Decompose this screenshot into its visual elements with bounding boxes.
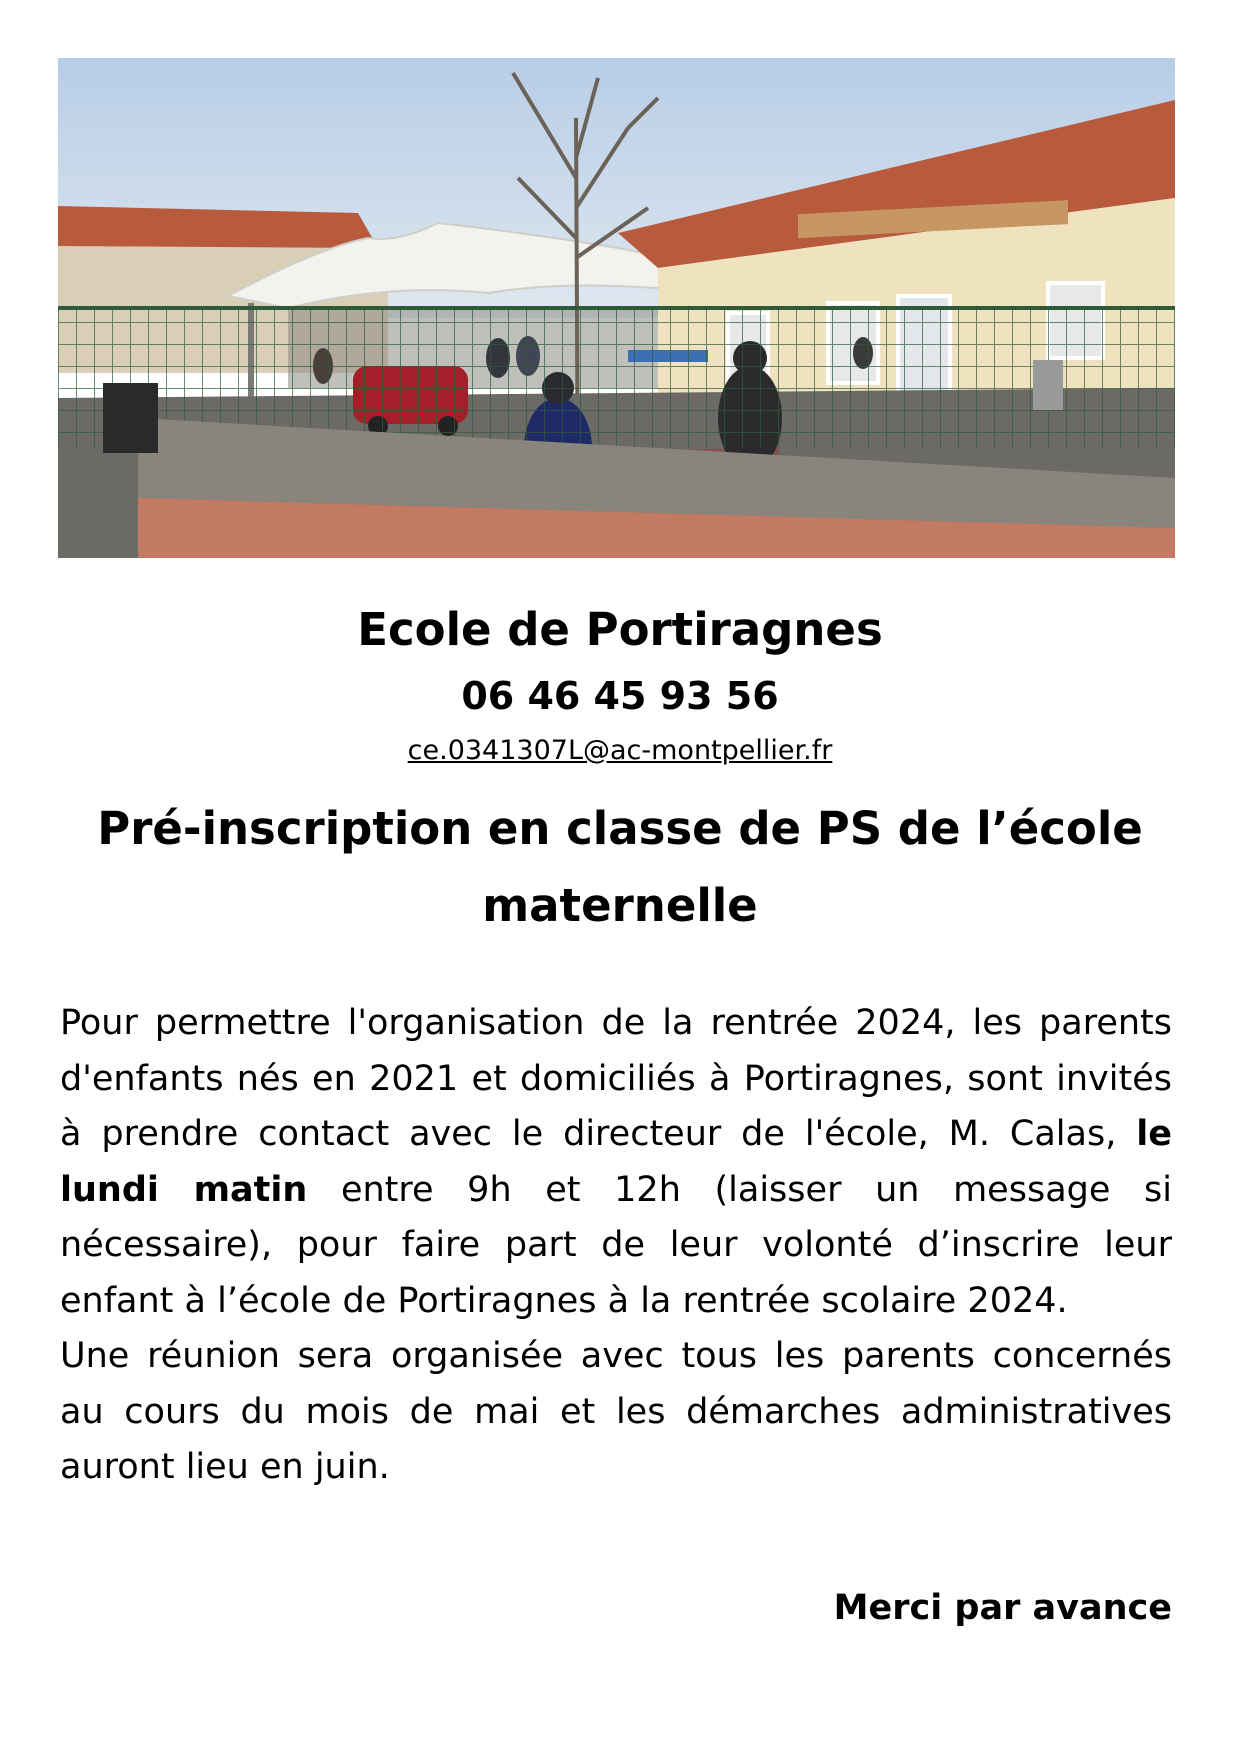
body-text-bold: le lundi matin — [60, 1114, 1172, 1210]
email-line — [0, 734, 1240, 768]
body-text-part2: entre 9h et 12h (laisser un message si nécessaire), pour faire part de leur volonté d’inscrire leur enfant à l’école de Portiragnes à la rentrée scolaire 2024. — [60, 1169, 1172, 1321]
closing-thanks: Merci par avance — [833, 1588, 1172, 1628]
school-name: Ecole de Portiragnes — [357, 603, 883, 656]
school-playground-photo — [58, 58, 1175, 558]
dark-object — [103, 383, 158, 453]
body-text-paragraph2: Une réunion sera organisée avec tous les parents concernés au cours du mois de mai et les démarches administratives auront lieu en juin. — [60, 1336, 1172, 1487]
body-text-part1: Pour permettre l'organisation de la rentrée 2024, les parents d'enfants nés en 2021 et domiciliés à Portiragnes, sont invités à prendre contact avec le directeur de l'école, M. Calas, — [60, 1003, 1172, 1154]
email-link[interactable]: ce.0341307L@ac-montpellier.fr — [407, 735, 833, 766]
headline: Pré-inscription en classe de PS de l’école maternelle — [97, 802, 1143, 932]
phone-number: 06 46 45 93 56 — [461, 674, 779, 718]
trash-bin — [1033, 360, 1063, 410]
body-paragraph — [60, 996, 1172, 1496]
